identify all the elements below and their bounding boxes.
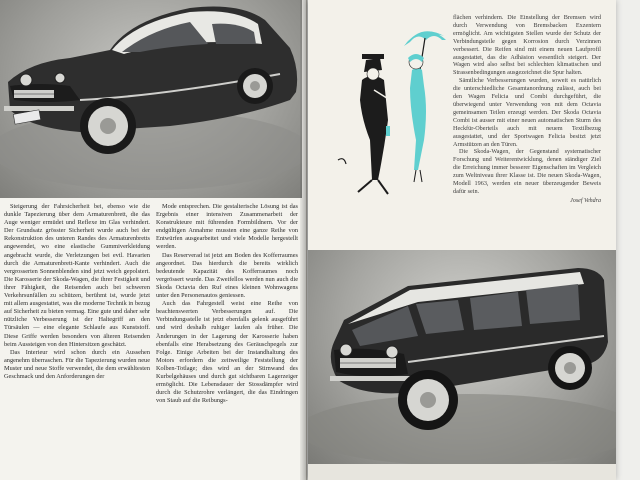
left-text-column-2: [156, 203, 298, 473]
author-signature: Josef Vehdra: [570, 197, 601, 204]
paragraph: Das Interieur wird schon durch ein Aussehen angenehm überraschen. Für die Tapezierung wurden neue Muster und neue Stoffe verwendet, die dem erwähltesten Geschmack und den Anforderungen der: [4, 348, 150, 380]
left-page: [0, 0, 307, 480]
left-text-column-1: [4, 203, 150, 473]
paragraph: Die Skoda-Wagen, der Gegenstand systematischer Forschung und Weiterentwicklung, denen ständiger Ziel die Erreichung immer besserer Eigenschaften im Vergleich zum Weltniveau ihrer Klasse ist. Die neuen Skoda-Wagen, Modell 1963, werden ein neuer überzeugender Beweis dafür sein.: [453, 148, 601, 195]
paragraph: Mode entsprechen. Die gestalterische Lösung ist das Ergebnis einer intensiven Zusammenarbeit der Konstrukteure mit führenden Formbildnern. Vor der endgültigen Annahme mussten eine ganze Reihe von Entwürfen ausgearbeitet und viele Modelle hergestellt werden.: [156, 203, 298, 251]
paragraph: flächen verhindern. Die Einstellung der Bremsen wird durch Verwendung von Bremsbacken Exzentern ermöglicht. Am wichtigsten Stellen wurde der Schutz der Verbindungsteile gegen Korrosion durch Verzinnen verbessert. Die Reifen sind mit einem neuen Laufprofil ausgestattet, das die Adhäsion wesentlich steigert. Der Wagen wird also selbst bei schlechten klimatischen und Strassenbedingungen ausgezeichnet die Spur halten.: [453, 14, 601, 77]
fashion-illustration-icon: [318, 10, 448, 210]
paragraph: Auch das Fahrgestell weist eine Reihe von beachtenswerten Verbesserungen auf. Die Verbindungsstelle ist jetzt ebenfalls gelenk ausgeführt und wird deshalb ruhiger laufen als früher. Die Änderungen in der Lagerung der Karosserie haben ebenfalls eine Herabsetzung des Geräuschpegels zur Folge. Einige Arbeiten bei der Instandhaltung des Motors erfordern die zeitweilige Feststellung der Kolben-Totlage; dies wird an der Stirnwand des Kurbelgehäuses und durch gut sichtbaren Lagerzeiger ermöglicht. Die Lebensdauer der Stossdämpfer wird durch die Schutzrohre verlängert, die das Eindringen von Staub auf die Reibungs-: [156, 300, 298, 405]
paragraph: Das Reserverad ist jetzt am Boden des Kofferraumes angeordnet. Das hierdurch die bereits wirklich bedeutende Kapazität des Kofferraumes noch vergrössert wurde. Das Zweifellos werden nun auch die Skoda Octavia den Ruf eines kleinen Wohnwagens unter den Personenautos geniessen.: [156, 251, 298, 300]
right-text-column: [453, 14, 601, 232]
paragraph: Steigerung der Fahrsicherheit bei, ebenso wie die dunkle Tapezierung über dem Armaturenbrett, die das Auge weniger ermüdet und Reflexe im Glas verhindert. Der Grundsatz grösster Sicherheit wurde auch bei der Rekonstruktion des unteren Randes des Armaturenbretts angewendet, wo eine elastische Gummiverkleidung angebracht wurde, die Verletzungen bei evtl. Havarien durch die Armaturenbrett-Kante verhindert. Auch die vergrosserten Sonnenblenden sind jetzt weich gepolstert. Die Karosserie der Skoda-Wagen, die ihrer Festigkeit und ihrer Fähigkeit, die Reisenden auch bei schweren Verkehrsunfällen zu schützen, berühmt ist, wurde jetzt mit allem ausgestattet, was die moderne Technik in bezug auf Sicherheit zu bieten vermag. Eine gute und daher sehr nützliche Verbesserung ist der Haltegriff an den Türsäulen — eine elegante Schlaufe aus Kunststoff. Diese Griffe werden besonders von älteren Reisenden beim Aussteigen von den Hintersitzen geschätzt.: [4, 203, 150, 348]
right-page: [308, 0, 616, 480]
page-bottom-margin: [308, 464, 616, 480]
paragraph: Sämtliche Verbesserungen wurden, soweit es natürlich die unterschiedliche Gesamtanordnung zulässt, auch bei den Wagen Felicia und Combi durchgeführt, die überwiegend unter Verwendung von mit dem Octavia gemeinsamen Teilen erzeugt werden. Der Skoda Octavia Combi ist ausser mit einer neuen automatischen Sturm des Heckfür-Oberteils auch mit neuem Textilbezug ausgestattet, und der Sportwagen Felicia besitzt jetzt Armstützen an den Türen.: [453, 77, 601, 148]
wagon-car-icon: [308, 250, 616, 464]
coupe-car-icon: [0, 0, 302, 198]
wagon-car-photo: [308, 250, 616, 464]
coupe-car-photo: [0, 0, 302, 198]
